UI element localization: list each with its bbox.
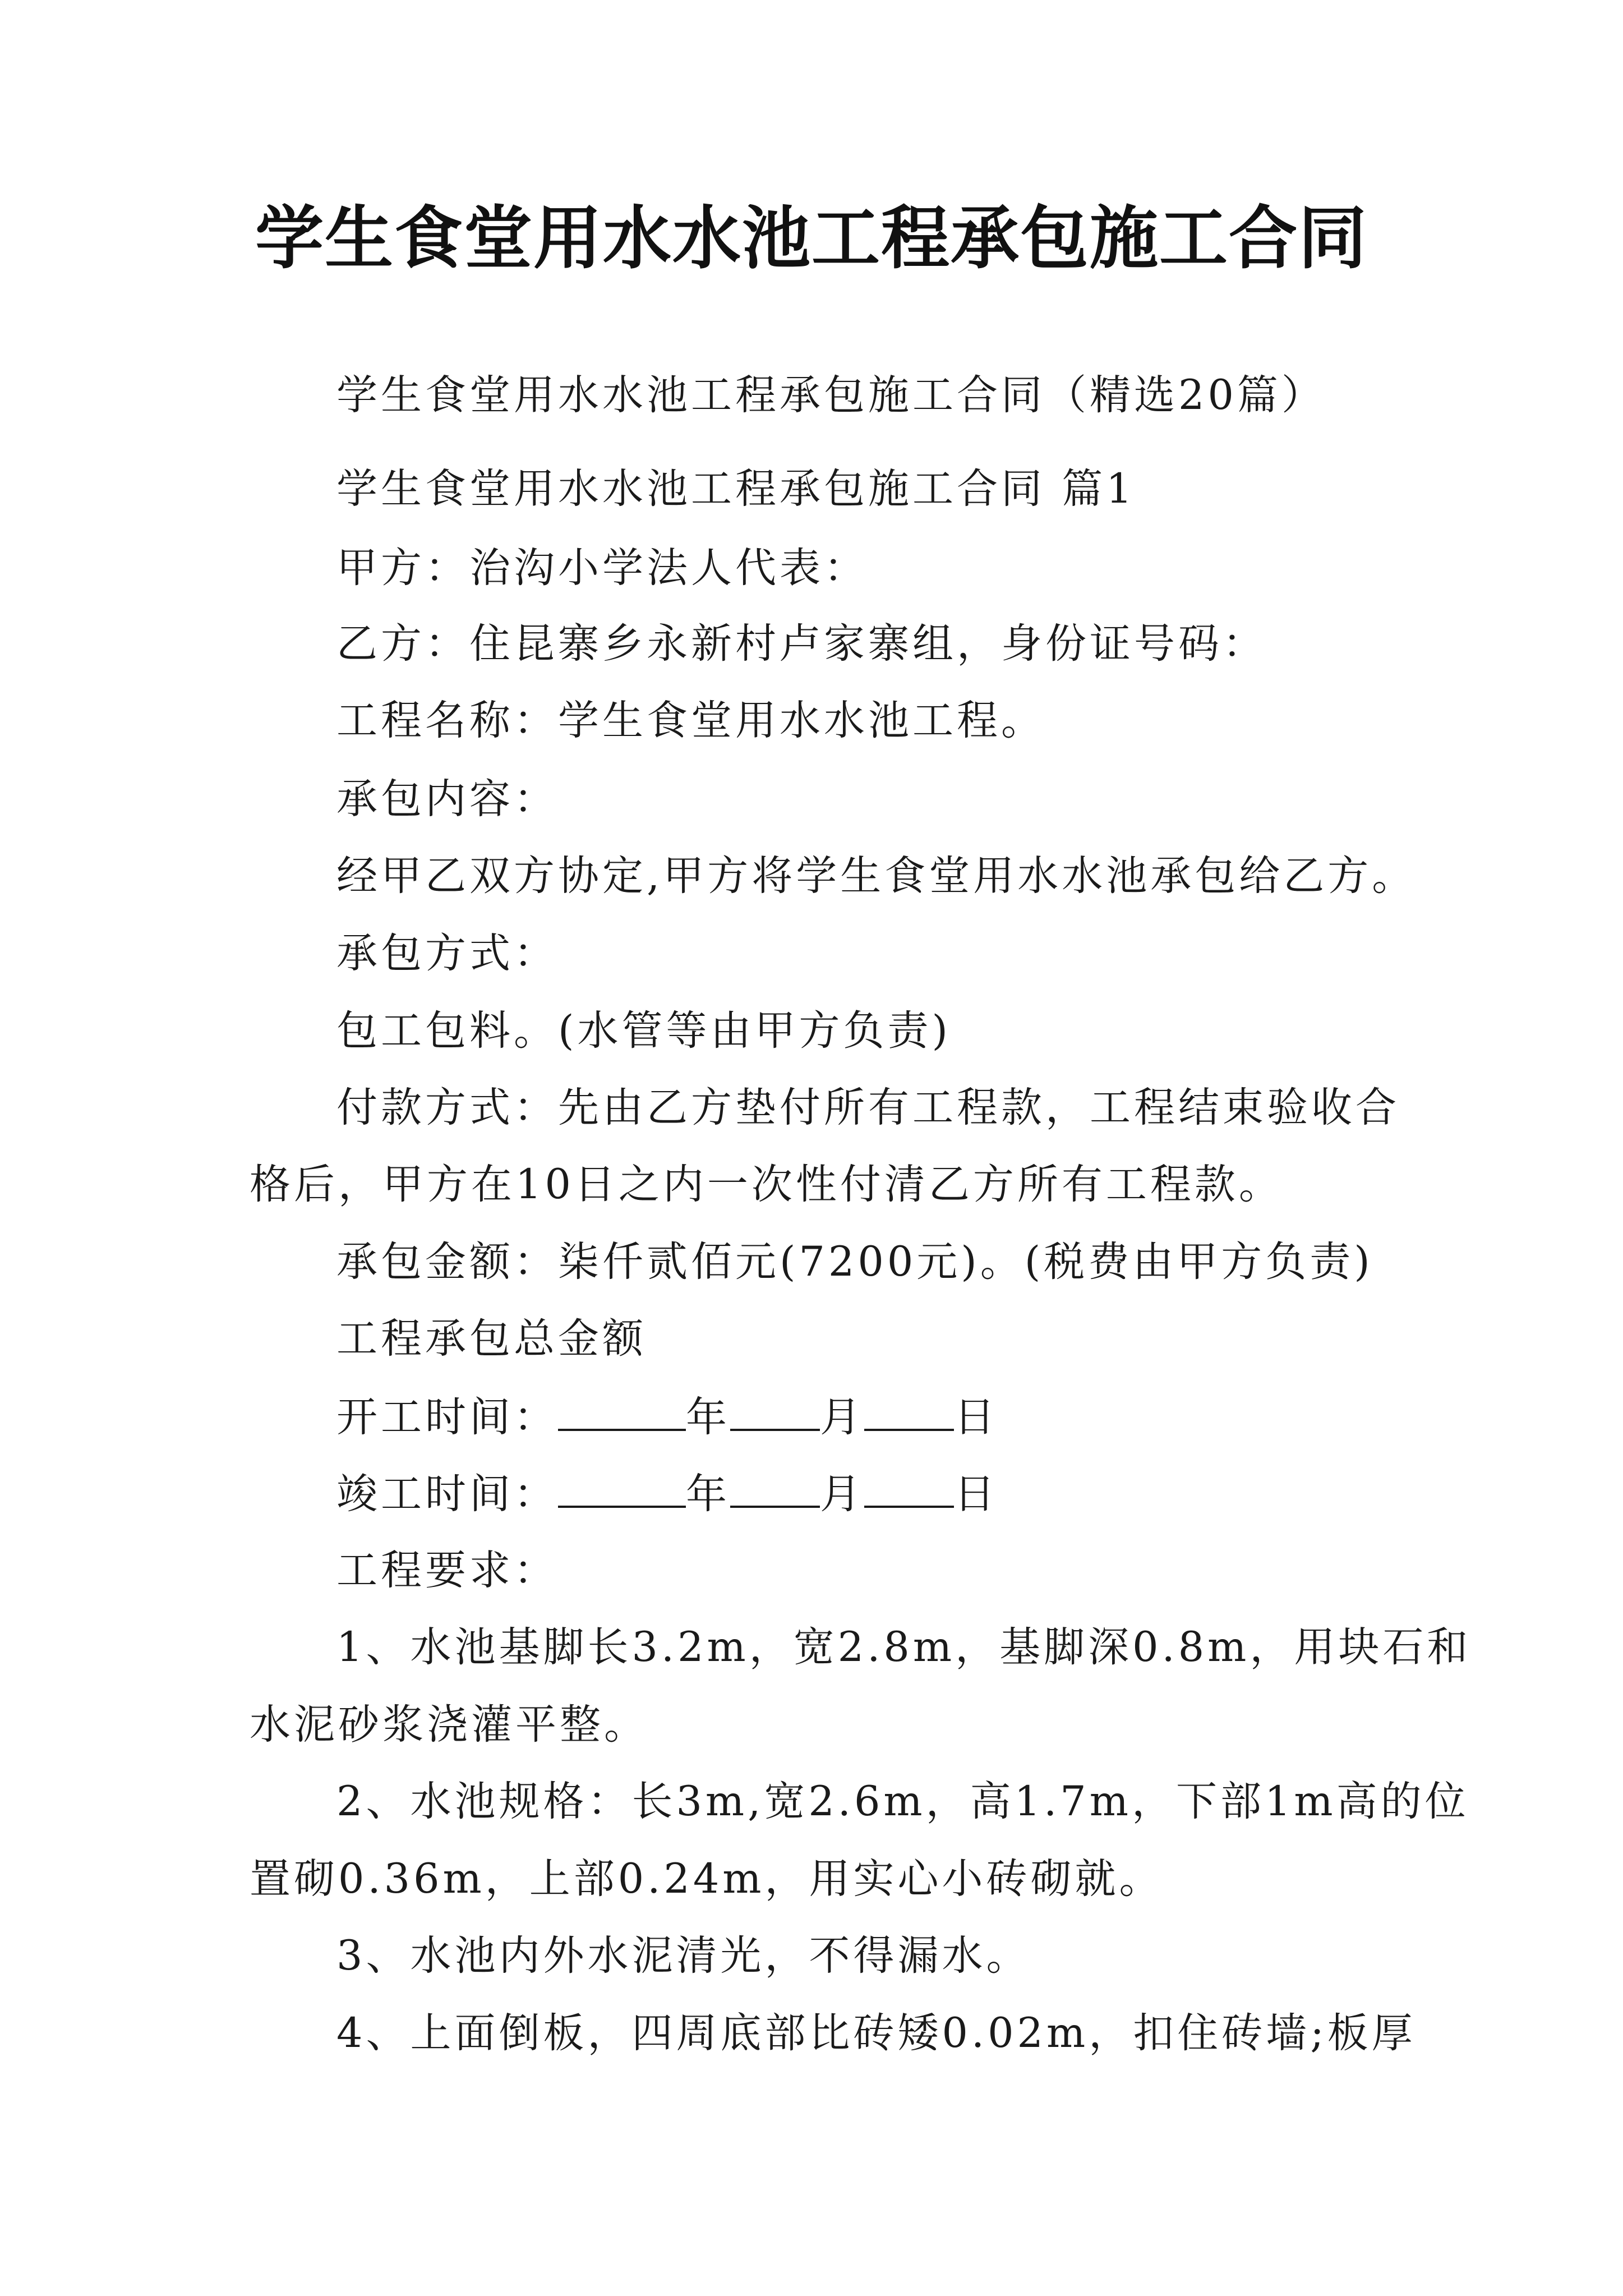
requirement-2-line-1: 2、水池规格：长3m,宽2.6m，高1.7m，下部1m高的位 — [336, 1778, 1469, 1825]
completion-date-line — [336, 1465, 1492, 1522]
contract-content-text: 经甲乙双方协定,甲方将学生食堂用水水池承包给乙方。 — [336, 852, 1417, 900]
completion-month-unit: 月 — [820, 1470, 864, 1518]
payment-method-line-2: 格后，甲方在10日之内一次性付清乙方所有工程款。 — [250, 1161, 1283, 1208]
project-name-line: 工程名称：学生食堂用水水池工程。 — [336, 697, 1045, 744]
requirements-label: 工程要求： — [336, 1547, 558, 1594]
start-day-blank — [864, 1388, 954, 1431]
payment-method-line-1: 付款方式：先由乙方垫付所有工程款，工程结束验收合 — [336, 1084, 1400, 1131]
start-date-line — [336, 1388, 1492, 1446]
start-date-label: 开工时间： — [336, 1393, 558, 1441]
completion-day-unit: 日 — [954, 1470, 998, 1518]
contract-method-text: 包工包料。(水管等由甲方负责) — [336, 1007, 951, 1055]
start-year-blank — [558, 1388, 686, 1431]
requirement-4-line: 4、上面倒板，四周底部比砖矮0.02m，扣住砖墙;板厚 — [336, 2009, 1416, 2057]
completion-year-unit: 年 — [686, 1470, 730, 1518]
document-title: 学生食堂用水水池工程承包施工合同 — [255, 199, 1368, 278]
section-heading: 学生食堂用水水池工程承包施工合同 篇1 — [336, 465, 1136, 513]
requirement-3-line: 3、水池内外水泥清光，不得漏水。 — [336, 1932, 1031, 1980]
requirement-1-line-2: 水泥砂浆浇灌平整。 — [250, 1701, 648, 1749]
subtitle-line: 学生食堂用水水池工程承包施工合同（精选20篇） — [336, 371, 1326, 419]
completion-day-blank — [864, 1465, 954, 1508]
contract-amount-line: 承包金额：柒仟贰佰元(7200元)。(税费由甲方负责) — [336, 1238, 1373, 1286]
completion-month-blank — [730, 1465, 820, 1508]
completion-year-blank — [558, 1465, 686, 1508]
contract-content-label: 承包内容： — [336, 775, 558, 823]
requirement-1-line-1: 1、水池基脚长3.2m，宽2.8m，基脚深0.8m，用块石和 — [336, 1623, 1472, 1671]
requirement-2-line-2: 置砌0.36m，上部0.24m，用实心小砖砌就。 — [250, 1855, 1164, 1903]
party-b-line: 乙方：住昆寨乡永新村卢家寨组，身份证号码： — [336, 620, 1267, 668]
total-amount-line: 工程承包总金额 — [336, 1315, 647, 1363]
start-year-unit: 年 — [686, 1393, 730, 1441]
start-month-blank — [730, 1388, 820, 1431]
party-a-line: 甲方：治沟小学法人代表： — [336, 544, 868, 592]
completion-date-label: 竣工时间： — [336, 1470, 558, 1518]
contract-method-label: 承包方式： — [336, 930, 558, 977]
start-day-unit: 日 — [954, 1393, 998, 1441]
start-month-unit: 月 — [820, 1393, 864, 1441]
